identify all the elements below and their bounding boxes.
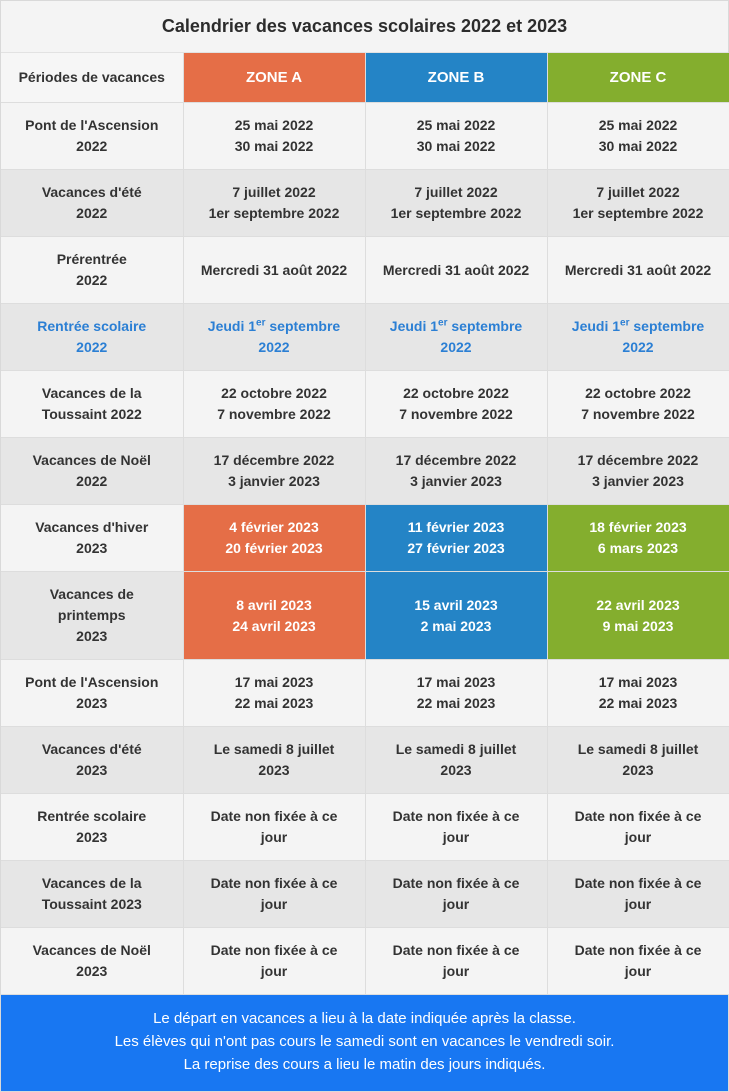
zone-c-dates: Le samedi 8 juillet 2023 [547, 727, 729, 794]
table-row [1, 794, 729, 861]
zone-a-dates: Jeudi 1er septembre 2022 [183, 304, 365, 371]
period-label: Vacances de printemps 2023 [1, 572, 183, 660]
zone-c-dates: Date non fixée à ce jour [547, 794, 729, 861]
period-label: Vacances de la Toussaint 2023 [1, 861, 183, 928]
page-title: Calendrier des vacances scolaires 2022 et 2023 [1, 1, 728, 53]
period-label: Rentrée scolaire 2022 [1, 304, 183, 371]
zone-b-dates: Jeudi 1er septembre 2022 [365, 304, 547, 371]
table-row [1, 304, 729, 371]
table-row [1, 438, 729, 505]
zone-b-dates: 25 mai 2022 30 mai 2022 [365, 103, 547, 170]
zone-a-dates: Mercredi 31 août 2022 [183, 237, 365, 304]
zone-b-dates: 11 février 2023 27 février 2023 [365, 505, 547, 572]
zone-b-dates: 17 mai 2023 22 mai 2023 [365, 660, 547, 727]
vacation-table [1, 53, 729, 995]
table-row [1, 170, 729, 237]
zone-a-dates: Date non fixée à ce jour [183, 861, 365, 928]
header-zone-a: ZONE A [183, 53, 365, 103]
footer-line: Les élèves qui n'ont pas cours le samedi sont en vacances le vendredi soir. [114, 1033, 615, 1050]
zone-b-dates: Date non fixée à ce jour [365, 794, 547, 861]
period-label: Pont de l'Ascension 2022 [1, 103, 183, 170]
zone-a-dates: 4 février 2023 20 février 2023 [183, 505, 365, 572]
zone-b-dates: 15 avril 2023 2 mai 2023 [365, 572, 547, 660]
zone-c-dates: 25 mai 2022 30 mai 2022 [547, 103, 729, 170]
period-label: Vacances de Noël 2023 [1, 928, 183, 995]
zone-a-dates: Le samedi 8 juillet 2023 [183, 727, 365, 794]
period-label: Vacances de Noël 2022 [1, 438, 183, 505]
zone-a-dates: 17 décembre 2022 3 janvier 2023 [183, 438, 365, 505]
footer-line: Le départ en vacances a lieu à la date indiquée après la classe. [153, 1010, 576, 1027]
zone-c-dates: Jeudi 1er septembre 2022 [547, 304, 729, 371]
header-zone-c: ZONE C [547, 53, 729, 103]
zone-a-dates: 22 octobre 2022 7 novembre 2022 [183, 371, 365, 438]
zone-b-dates: Le samedi 8 juillet 2023 [365, 727, 547, 794]
zone-b-dates: Mercredi 31 août 2022 [365, 237, 547, 304]
zone-c-dates: 22 avril 2023 9 mai 2023 [547, 572, 729, 660]
table-row [1, 505, 729, 572]
zone-a-dates: Date non fixée à ce jour [183, 928, 365, 995]
table-row [1, 103, 729, 170]
zone-a-dates: 7 juillet 2022 1er septembre 2022 [183, 170, 365, 237]
table-row [1, 237, 729, 304]
zone-b-dates: 22 octobre 2022 7 novembre 2022 [365, 371, 547, 438]
zone-b-dates: 17 décembre 2022 3 janvier 2023 [365, 438, 547, 505]
table-row [1, 572, 729, 660]
table-row [1, 727, 729, 794]
period-label: Rentrée scolaire 2023 [1, 794, 183, 861]
period-label: Prérentrée 2022 [1, 237, 183, 304]
zone-a-dates: 8 avril 2023 24 avril 2023 [183, 572, 365, 660]
table-row [1, 861, 729, 928]
header-zone-b: ZONE B [365, 53, 547, 103]
footer-notice [1, 995, 728, 1091]
zone-b-dates: 7 juillet 2022 1er septembre 2022 [365, 170, 547, 237]
zone-c-dates: 18 février 2023 6 mars 2023 [547, 505, 729, 572]
period-label: Vacances de la Toussaint 2022 [1, 371, 183, 438]
table-row [1, 371, 729, 438]
zone-a-dates: 25 mai 2022 30 mai 2022 [183, 103, 365, 170]
zone-a-dates: Date non fixée à ce jour [183, 794, 365, 861]
zone-c-dates: Date non fixée à ce jour [547, 928, 729, 995]
table-row [1, 660, 729, 727]
zone-b-dates: Date non fixée à ce jour [365, 861, 547, 928]
zone-c-dates: 17 mai 2023 22 mai 2023 [547, 660, 729, 727]
period-label: Pont de l'Ascension 2023 [1, 660, 183, 727]
zone-c-dates: 22 octobre 2022 7 novembre 2022 [547, 371, 729, 438]
header-row [1, 53, 729, 103]
zone-c-dates: Mercredi 31 août 2022 [547, 237, 729, 304]
footer-line: La reprise des cours a lieu le matin des jours indiqués. [183, 1056, 546, 1073]
period-label: Vacances d'été 2022 [1, 170, 183, 237]
zone-b-dates: Date non fixée à ce jour [365, 928, 547, 995]
period-label: Vacances d'été 2023 [1, 727, 183, 794]
header-periods: Périodes de vacances [1, 53, 183, 103]
zone-c-dates: 17 décembre 2022 3 janvier 2023 [547, 438, 729, 505]
table-row [1, 928, 729, 995]
zone-c-dates: 7 juillet 2022 1er septembre 2022 [547, 170, 729, 237]
zone-c-dates: Date non fixée à ce jour [547, 861, 729, 928]
zone-a-dates: 17 mai 2023 22 mai 2023 [183, 660, 365, 727]
period-label: Vacances d'hiver 2023 [1, 505, 183, 572]
